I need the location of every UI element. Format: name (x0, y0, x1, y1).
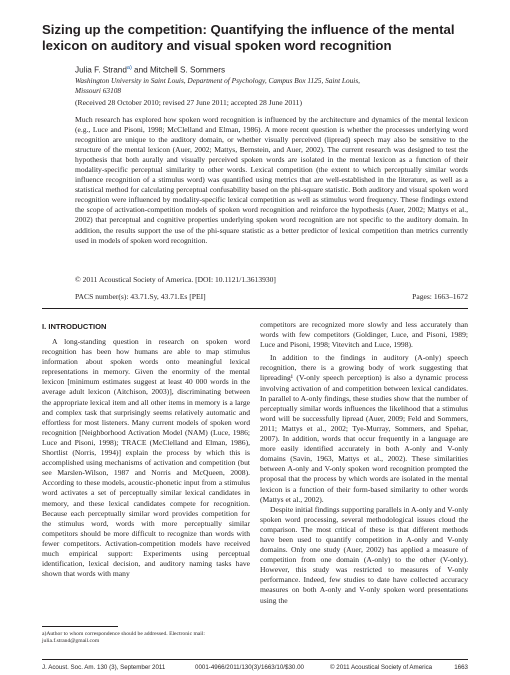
footer-divider (42, 659, 468, 660)
copyright-doi: © 2011 Acoustical Society of America. [DOI: 10.1121/1.3613930] (75, 275, 276, 284)
header-divider (42, 308, 468, 309)
right-column (260, 320, 468, 606)
author-line (75, 65, 225, 75)
paragraph: Despite initial findings supporting parallels in A-only and V-only spoken word processing, several methodological issues cloud the comparison. The most critical of these is that different methods have been used to quantify competition in A-only and V-only domains. Only one study (Auer, 2002) has applied a measure of competition from one domain (A-only) to the other (V-only). However, this study was restricted to measures of V-only performance. Indeed, few studies to date have collected accuracy measures on both A-only and V-only spoken word presentations using the (260, 504, 468, 605)
section-heading: I. INTRODUCTION (42, 322, 107, 331)
author-footnote-mark[interactable]: a) (126, 65, 132, 71)
footnote-divider (42, 626, 118, 627)
paragraph: In addition to the findings in auditory (A-only) speech recognition, there is a growing body of work suggesting that lipreading¹ (V-only speech perception) is also a dynamic process involving activation of and competition between lexical candidates. In parallel to A-only findings, these studies show that the number of perceptually similar words influences the likelihood that a stimulus word will be successfully lipread (Auer, 2009; Feld and Sommers, 2011; Mattys et al., 2002; Tye-Murray, Sommers, and Spehar, 2007). In addition, words that occur frequently in a language are more easily identified accurately in both A-only and V-only domains (Savin, 1963, Mattys et al., 2002). These similarities between A-only and V-only spoken word recognition prompted the proposal that the process by which words are isolated in the mental lexicon is a function of their form-based similarity to other words (Mattys et al., 2002). (260, 353, 468, 504)
author-strand: Julia F. Strand (75, 65, 127, 75)
abstract: Much research has explored how spoken word recognition is influenced by the architecture and dynamics of the mental lexicon (e.g., Luce and Pisoni, 1998; McClelland and Elman, 1986). A more recent question is whether the processes underlying word recognition are unique to the auditory domain, or whether visually perceived (lipread) speech may also be sensitive to the structure of the mental lexicon (Auer, 2002; Mattys, Bernstein, and Auer, 2002). The current research was designed to test the hypothesis that both aurally and visually perceived spoken words are isolated in the mental lexicon as a function of their modality-specific perceptual similarity to other words. Lexical competition (the extent to which perceptually similar words influence recognition of a stimulus word) was quantified using metrics that are well-established in the literature, as well as a statistical method for calculating perceptual confusability based on the phi-square statistic. Both auditory and visual spoken word recognition were influenced by modality-specific lexical competition as well as stimulus word frequency. These findings extend the scope of activation-competition models of spoken word recognition and reinforce the hypothesis (Auer, 2002; Mattys et al., 2002) that perceptual and cognitive properties underlying spoken word recognition are not specific to the auditory domain. In addition, the results support the use of the phi-square statistic as a better predictor of lexical competition than metrics currently used in models of spoken word recognition. (75, 115, 468, 245)
affiliation: Washington University in Saint Louis, Department of Psychology, Campus Box 1125, Saint Louis, Missouri 63108 (75, 76, 360, 95)
footer-society: © 2011 Acoustical Society of America (330, 664, 433, 671)
footer-page-number: 1663 (454, 664, 468, 671)
footer-codes: 0001-4966/2011/130(3)/1663/10/$30.00 (195, 664, 304, 671)
pacs-numbers: PACS number(s): 43.71.Sy, 43.71.Es [PEI] (75, 292, 206, 301)
author-sommers: and Mitchell S. Sommers (131, 65, 226, 75)
paragraph: competitors are recognized more slowly and less accurately than words with few competitors (Goldinger, Luce, and Pisoni, 1989; Luce and Pisoni, 1998; Vitevitch and Luce, 1998). (260, 320, 468, 350)
paragraph: A long-standing question in research on spoken word recognition has been how humans are able to map stimulus information about spoken words onto meaningful lexical representations in memory. Given the enormity of the mental lexicon [minimum estimates suggest at least 40 000 words in the average adult lexicon (Aitchison, 2003)], discriminating between the appropriate lexical item and all other items in memory is a large and complex task that surprisingly seems relatively automatic and effortless for most listeners. Many current models of spoken word recognition [Neighborhood Activation Model (NAM) (Luce, 1986; Luce and Pisoni, 1998); TRACE (McClelland and Elman, 1986), Shortlist (Norris, 1994)] explain the process by which this is accomplished using mechanisms of activation and competition (but see Marslen-Wilson, 1987 and Norris and McQueen, 2008). According to these models, acoustic-phonetic input from a stimulus word activates a set of perceptually similar lexical candidates in memory, and these lexical candidates compete for recognition. Because each perceptually similar word provides competition for the stimulus word, words with more perceptually similar competitors should be more difficult to recognize than words with fewer competitors. Activation-competition models have received much empirical support: Experiments using perceptual identification, lexical decision, and auditory naming tasks have shown that words with many (42, 337, 250, 579)
submission-dates: (Received 28 October 2010; revised 27 June 2011; accepted 28 June 2011) (75, 98, 302, 107)
page-range: Pages: 1663–1672 (412, 292, 468, 301)
footer-journal: J. Acoust. Soc. Am. 130 (3), September 2011 (42, 664, 166, 671)
left-column (42, 337, 250, 579)
paper-title: Sizing up the competition: Quantifying the influence of the mental lexicon on auditory and visual spoken word recognition (42, 22, 455, 53)
footnote: a)Author to whom correspondence should be addressed. Electronic mail: julia.f.strand@gmail.com (42, 631, 205, 644)
